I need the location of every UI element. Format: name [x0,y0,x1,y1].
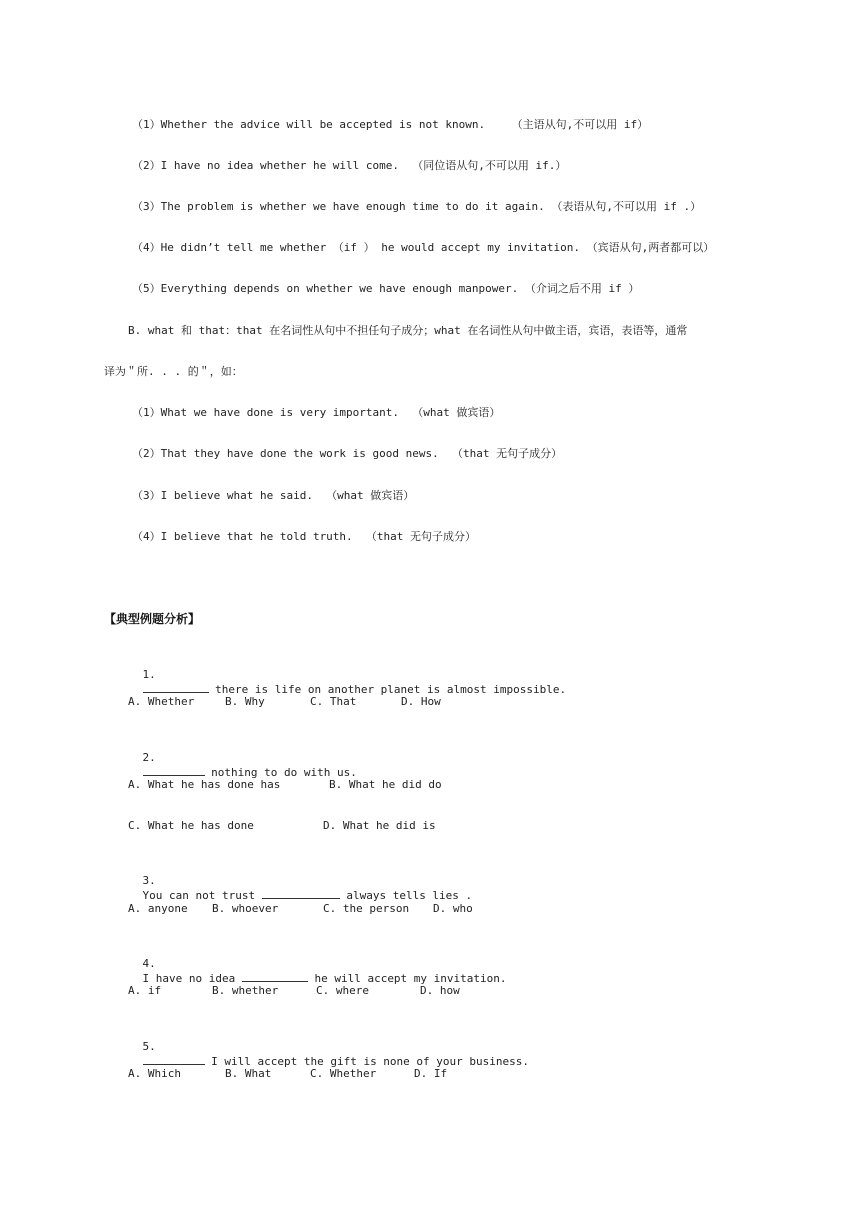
question-number: 1. [142,668,156,681]
option-a[interactable]: A. anyone [128,902,188,915]
what-that-rule-line-2: 译为＂所. . . 的＂，如： [104,365,243,378]
what-that-example-1: （1）What we have done is very important. （what 做宾语） [132,406,501,419]
option-c[interactable]: C. where [316,984,369,997]
option-a[interactable]: A. Which [128,1067,181,1080]
option-c[interactable]: C. That [310,695,357,708]
option-b[interactable]: B. What he did do [329,778,442,791]
answer-blank [242,971,308,982]
option-a[interactable]: A. What he has done has [128,778,281,791]
option-a[interactable]: A. if [128,984,162,997]
what-that-example-2: （2）That they have done the work is good news. （that 无句子成分） [132,447,563,460]
option-c[interactable]: C. Whether [310,1067,377,1080]
question-number: 5. [142,1040,156,1053]
option-b[interactable]: B. whether [212,984,279,997]
option-d[interactable]: D. who [433,902,473,915]
option-d[interactable]: D. how [420,984,460,997]
option-b[interactable]: B. What [225,1067,272,1080]
question-text-before: I have no idea [142,972,242,985]
what-that-example-3: （3）I believe what he said. （what 做宾语） [132,489,415,502]
question-number: 3. [142,874,156,887]
answer-blank [143,1054,205,1065]
what-that-example-4: （4）I believe that he told truth. （that 无句子成分） [132,530,477,543]
what-that-rule-line-1: B. what 和 that：that 在名词性从句中不担任句子成分；what 在名词性从句中做主语，宾语，表语等，通常 [128,324,688,337]
whether-example-1: （1）Whether the advice will be accepted is not known. （主语从句,不可以用 if） [132,118,649,131]
whether-example-2: （2）I have no idea whether he will come. （同位语从句,不可以用 if.） [132,159,567,172]
whether-example-3: （3）The problem is whether we have enough time to do it again. （表语从句,不可以用 if .） [132,200,702,213]
whether-example-4: （4）He didn’t tell me whether （if ） he would accept my invitation. （宾语从句,两者都可以） [132,241,715,254]
question-text-after: I will accept the gift is none of your business. [204,1055,530,1068]
question-text-after: he will accept my invitation. [307,972,507,985]
question-text-after: always tells lies . [339,889,473,902]
answer-blank [143,682,209,693]
question-text-before: You can not trust [142,889,262,902]
option-a[interactable]: A. Whether [128,695,195,708]
question-text-after: there is life on another planet is almost impossible. [208,683,567,696]
option-b[interactable]: B. whoever [212,902,279,915]
option-c[interactable]: C. the person [323,902,410,915]
option-d[interactable]: D. If [414,1067,448,1080]
option-b[interactable]: B. Why [225,695,265,708]
option-c[interactable]: C. What he has done [128,819,254,832]
answer-blank [262,888,340,899]
section-heading: 【典型例题分析】 [104,612,201,626]
option-d[interactable]: D. What he did is [323,819,436,832]
answer-blank [143,765,205,776]
question-text-after: nothing to do with us. [204,766,357,779]
whether-example-5: （5）Everything depends on whether we have enough manpower. （介词之后不用 if ） [132,282,640,295]
question-number: 4. [142,957,156,970]
option-d[interactable]: D. How [401,695,441,708]
question-number: 2. [142,751,156,764]
